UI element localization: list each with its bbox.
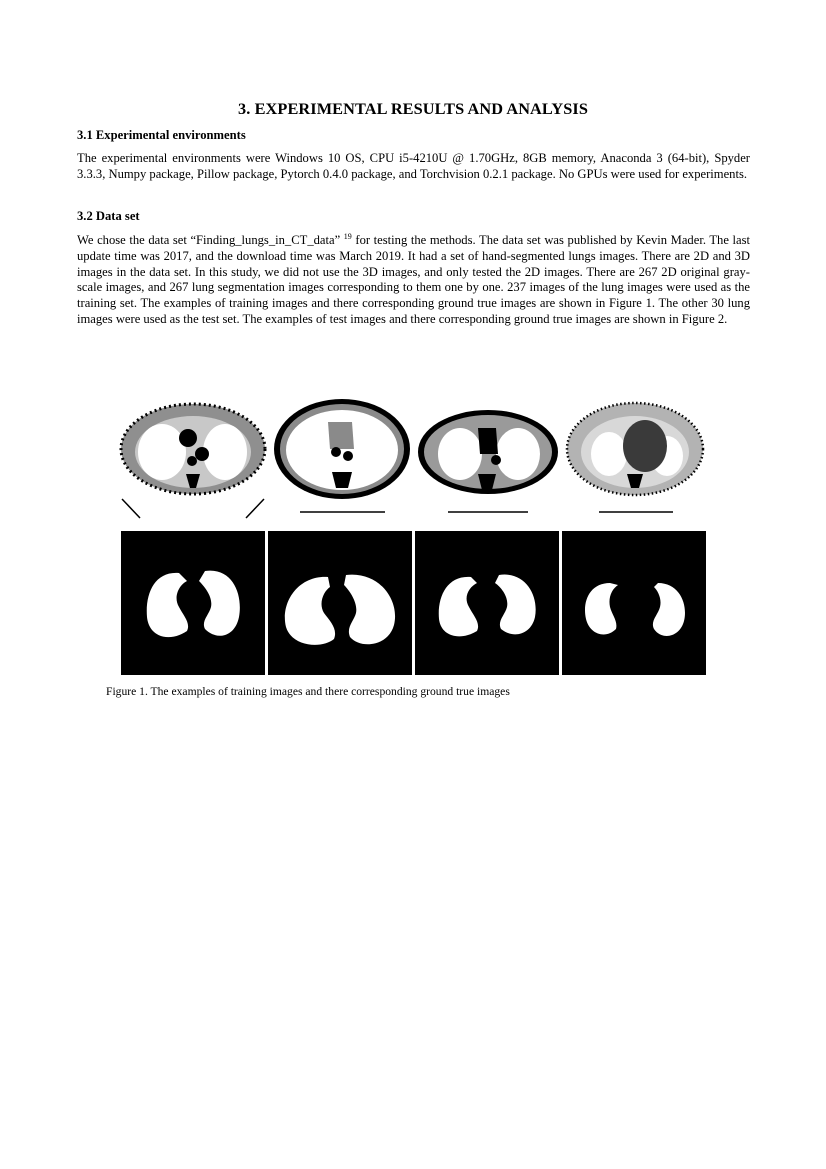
dataset-text-start: We chose the data set “Finding_lungs_in_CT_data” [77, 233, 344, 247]
ct-scan-3 [416, 394, 561, 524]
dataset-text-rest: for testing the methods. The data set was published by Kevin Mader. The last update time was 2017, and the download time was March 2019. It had a set of hand-segmented lungs images. There are 2D and 3D images in the data set. In this study, we did not use the 3D images, and only tested the 2D images. There are 267 2D original gray-scale images, and 267 lung segmentation images corresponding to them one by one. 237 images of the lung images were used as the training set. The examples of training images and there corresponding ground true images are shown in Figure 1. The other 30 lung images were used as the test set. The examples of test images and there corresponding ground true images are shown in Figure 2. [77, 233, 750, 326]
paragraph-dataset [77, 233, 750, 328]
ct-scan-1 [118, 394, 268, 524]
lung-mask-4 [562, 531, 706, 675]
subsection-heading-dataset: 3.2 Data set [77, 209, 140, 223]
ct-scan-4 [563, 394, 708, 524]
figure-ct-row [118, 394, 708, 524]
lung-mask-1 [121, 531, 265, 675]
ct-scan-2 [270, 394, 415, 524]
figure-mask-row [121, 531, 706, 675]
subsection-heading-environments: 3.1 Experimental environments [77, 128, 246, 142]
paragraph-environments: The experimental environments were Windows 10 OS, CPU i5-4210U @ 1.70GHz, 8GB memory, Anaconda 3 (64-bit), Spyder 3.3.3, Numpy package, Pillow package, Pytorch 0.4.0 package, and Torchvision 0.2.1 package. No GPUs were used for experiments. [77, 151, 750, 181]
lung-mask-3 [415, 531, 559, 675]
citation-ref: 19 [343, 232, 352, 241]
figure-caption: Figure 1. The examples of training images and there corresponding ground true images [106, 685, 510, 698]
section-heading: 3. EXPERIMENTAL RESULTS AND ANALYSIS [238, 99, 588, 118]
lung-mask-2 [268, 531, 412, 675]
